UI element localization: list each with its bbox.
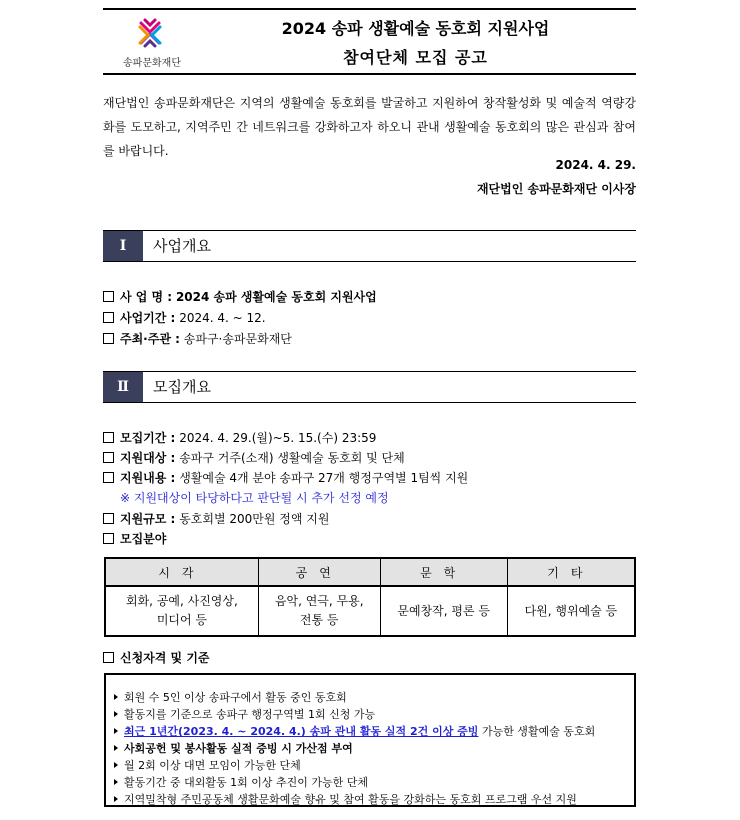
- bullet-triangle-icon: [114, 711, 118, 717]
- item-label: 모집기간 :: [120, 431, 176, 445]
- overview-item-period: [103, 309, 266, 326]
- highlighted-requirement: 최근 1년간(2023. 4. ~ 2024. 4.) 송파 관내 활동 실적 2건 이상 증빙: [124, 725, 479, 738]
- bullet-triangle-icon: [114, 796, 118, 802]
- recruit-item-fields: [103, 530, 166, 547]
- knot-logo-icon: [136, 17, 164, 49]
- list-item-text: 사회공헌 및 봉사활동 실적 증빙 시 가산점 부여: [124, 742, 353, 755]
- list-item-text: 활동기간 중 대외활동 1회 이상 추진이 가능한 단체: [124, 776, 368, 789]
- issuer: 재단법인 송파문화재단 이사장: [476, 182, 636, 196]
- cell-line: 회화, 공예, 사진영상,: [126, 594, 238, 608]
- checkbox-square-icon: [103, 432, 114, 443]
- table-header-row: [105, 558, 635, 586]
- cell-literature: [380, 586, 507, 636]
- cell-line: 미디어 등: [156, 613, 207, 627]
- list-item: [114, 689, 634, 706]
- item-label: 지원규모 :: [120, 512, 176, 526]
- list-item: [114, 740, 634, 757]
- list-item-text: 활동지를 기준으로 송파구 행정구역별 1회 신청 가능: [124, 708, 376, 721]
- item-label: 지원내용 :: [120, 471, 176, 485]
- cell-line: 다원, 행위예술 등: [524, 603, 618, 618]
- header-etc: 기타: [507, 558, 635, 586]
- checkbox-square-icon: [103, 652, 114, 663]
- criteria-box: [104, 673, 636, 807]
- item-label: 사업기간 :: [120, 311, 176, 325]
- criteria-list: [106, 675, 634, 808]
- item-label: 지원대상 :: [120, 451, 176, 465]
- cell-line: 전통 등: [299, 613, 339, 627]
- title-line-1: 2024 송파 생활예술 동호회 지원사업: [281, 19, 550, 38]
- cell-performance: [258, 586, 380, 636]
- section-header-1: [103, 230, 636, 262]
- recruit-item-content: [103, 469, 468, 486]
- item-value: 2024. 4. ~ 12.: [179, 311, 266, 325]
- bullet-triangle-icon: [114, 694, 118, 700]
- checkbox-square-icon: [103, 472, 114, 483]
- section-header-2: [103, 371, 636, 403]
- checkbox-square-icon: [103, 291, 114, 302]
- checkbox-square-icon: [103, 333, 114, 344]
- list-item: [114, 791, 634, 808]
- bullet-triangle-icon: [114, 779, 118, 785]
- document-header: [103, 8, 636, 75]
- org-name: 송파문화재단: [123, 58, 181, 69]
- list-item: [114, 723, 634, 740]
- item-value: 2024 송파 생활예술 동호회 지원사업: [175, 290, 377, 304]
- section-number: Ⅱ: [103, 372, 143, 402]
- header-visual: 시각: [105, 558, 258, 586]
- section-title: 모집개요: [153, 378, 211, 396]
- checkbox-square-icon: [103, 312, 114, 323]
- table-row: [105, 586, 635, 636]
- list-item-text: 월 2회 이상 대면 모임이 가능한 단체: [124, 759, 301, 772]
- list-item: [114, 774, 634, 791]
- checkbox-square-icon: [103, 513, 114, 524]
- item-value: 송파구 거주(소재) 생활예술 동호회 및 단체: [179, 451, 405, 465]
- list-item-text: 지역밀착형 주민공동체 생활문화예술 향유 및 참여 활동을 강화하는 동호회 프로그램 우선 지원: [124, 793, 577, 806]
- announce-date: 2024. 4. 29.: [555, 158, 636, 172]
- recruit-item-period: [103, 429, 376, 446]
- overview-item-name: [103, 288, 377, 305]
- bullet-triangle-icon: [114, 762, 118, 768]
- org-logo: [103, 10, 195, 73]
- additional-selection-note: ※ 지원대상이 타당하다고 판단될 시 추가 선정 예정: [120, 491, 389, 505]
- cell-etc: [507, 586, 635, 636]
- cell-line: 문예창작, 평론 등: [397, 603, 490, 618]
- list-item: [114, 706, 634, 723]
- item-value: 송파구·송파문화재단: [183, 332, 292, 346]
- item-label: 사 업 명 :: [120, 290, 173, 304]
- cell-visual: [105, 586, 258, 636]
- item-label: 모집분야: [120, 532, 167, 546]
- title-line-2: 참여단체 모집 공고: [343, 48, 488, 67]
- recruit-item-scale: [103, 510, 329, 527]
- cell-line: 음악, 연극, 무용,: [274, 594, 364, 608]
- bullet-triangle-icon: [114, 745, 118, 751]
- list-item-text: 가능한 생활예술 동호회: [481, 725, 596, 738]
- item-value: 생활예술 4개 분야 송파구 27개 행정구역별 1팀씩 지원: [179, 471, 469, 485]
- item-label: 신청자격 및 기준: [120, 651, 210, 665]
- fields-table: [104, 557, 636, 637]
- checkbox-square-icon: [103, 533, 114, 544]
- bullet-triangle-icon: [114, 728, 118, 734]
- item-value: 2024. 4. 29.(월)~5. 15.(수) 23:59: [179, 431, 377, 445]
- item-value: 동호회별 200만원 정액 지원: [179, 512, 330, 526]
- checkbox-square-icon: [103, 452, 114, 463]
- list-item-text: 회원 수 5인 이상 송파구에서 활동 중인 동호회: [124, 691, 347, 704]
- list-item: [114, 757, 634, 774]
- section-title: 사업개요: [153, 237, 211, 255]
- overview-item-host: [103, 330, 292, 347]
- item-label: 주최·주관 :: [120, 332, 180, 346]
- header-performance: 공연: [258, 558, 380, 586]
- header-literature: 문학: [380, 558, 507, 586]
- section-number: Ⅰ: [103, 231, 143, 261]
- intro-paragraph: 재단법인 송파문화재단은 지역의 생활예술 동호회를 발굴하고 지원하여 창작활성화 및 예술적 역량강화를 도모하고, 지역주민 간 네트워크를 강화하고자 하오니 관내 생활예술 동호회의 많은 관심과 참여를 바랍니다.: [103, 96, 636, 158]
- recruit-item-target: [103, 449, 405, 466]
- criteria-heading: [103, 649, 210, 666]
